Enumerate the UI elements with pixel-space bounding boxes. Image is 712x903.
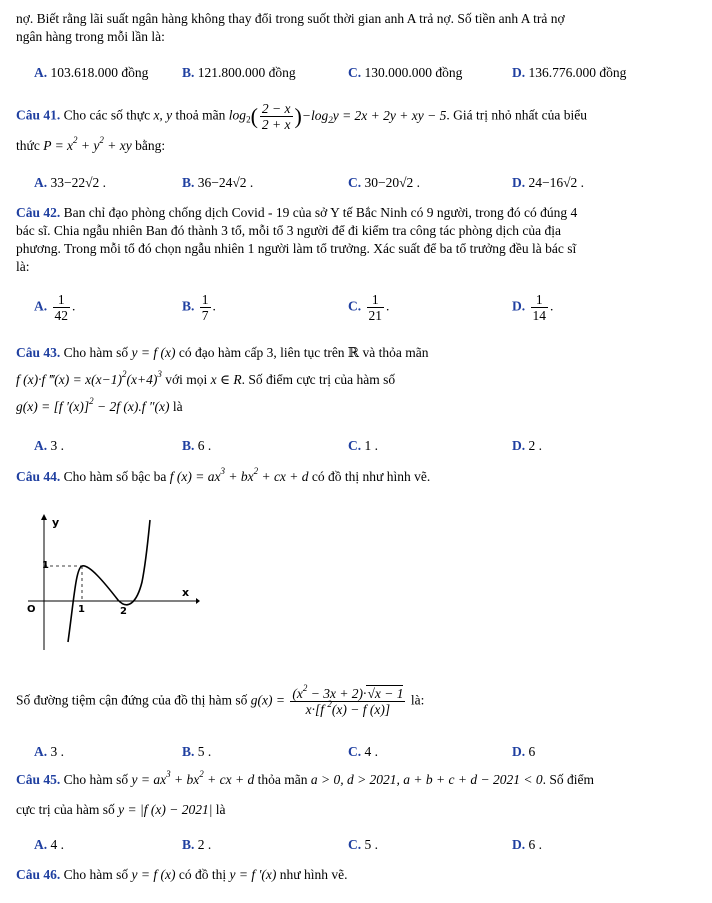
y-tick-1: 1 xyxy=(42,560,49,571)
q44-line-1: Câu 44. Cho hàm số bậc ba f $(x) = ax^3 + bx^2$ + cx + d có đồ thị như hình vẽ. xyxy=(16,466,431,484)
q44-line-2: Số đường tiệm cận đứng của đồ thị hàm số g(x) = $\frac{(x^2 - 3x + 2)\cdot√x - 1}{x\cdot[f ^2(x) - f (x)]}$ là: xyxy=(16,683,425,717)
q42-option-a: A. $\frac{1}{42}$ . xyxy=(34,292,76,323)
x-tick-1: 1 xyxy=(78,604,85,615)
q45-option-c: C. 5 . xyxy=(348,837,378,852)
q41-line-1: Câu 41. Cho các số thực x, y thoả mãn $\log_2$( $\frac{2 - x}{2 + x}$ )$-\log_2y = 2x + 2y$ + xy − 5. Giá trị nhỏ nhất của biểu xyxy=(16,101,587,132)
intro-option-a: A. 103.618.000 đồng xyxy=(34,65,149,80)
origin-label: O xyxy=(27,604,36,615)
q41-option-c: C. 30−20√2 . xyxy=(348,175,421,190)
q44-option-b: B. 5 . xyxy=(182,744,212,759)
intro-option-d: D. 136.776.000 đồng xyxy=(512,65,627,80)
cubic-graph xyxy=(24,512,200,652)
q42-line-3: phương. Trong mỗi tổ đó chọn ngẫu nhiên 1 người làm tổ trưởng. Xác suất để ba tổ trưởng đều là bác sĩ xyxy=(16,241,577,256)
intro-line-1: nợ. Biết rằng lãi suất ngân hàng không thay đổi trong suốt thời gian anh A trả nợ. Số tiền anh A trả nợ xyxy=(16,11,565,26)
q43-option-c: C. 1 . xyxy=(348,438,378,453)
y-axis-label: y xyxy=(52,516,60,529)
q43-line-3: g(x) = [f ′(x)]$^2$ − 2f (x).f ″(x) là xyxy=(16,396,183,414)
q41-option-a: A. 33−22√2 . xyxy=(34,175,107,190)
q44-option-d: D. 6 xyxy=(512,744,536,759)
q43-option-d: D. 2 . xyxy=(512,438,542,453)
x-tick-2: 2 xyxy=(120,606,127,617)
q41-option-b: B. 36−24√2 . xyxy=(182,175,254,190)
q42-option-d: D. $\frac{1}{14}$ . xyxy=(512,292,554,323)
q42-option-b: B. $\frac{1}{7}$ . xyxy=(182,292,216,323)
intro-option-b: B. 121.800.000 đồng xyxy=(182,65,296,80)
q45-option-b: B. 2 . xyxy=(182,837,212,852)
q45-line-2: cực trị của hàm số y = |f (x) − 2021| là xyxy=(16,802,226,817)
q41-line-2: thức $P = x^2 + y^2$ + xy bằng: xyxy=(16,135,166,153)
q42-line-4: là: xyxy=(16,259,30,274)
q42-line-2: bác sĩ. Chia ngẫu nhiên Ban đó thành 3 tổ, mỗi tổ 3 người để đi kiểm tra công tác phòng dịch của địa xyxy=(16,223,561,238)
q42-line-1: Câu 42. Ban chỉ đạo phòng chống dịch Covid - 19 của sở Y tế Bắc Ninh có 9 người, trong đó có đúng 4 xyxy=(16,205,578,220)
q44-option-c: C. 4 . xyxy=(348,744,378,759)
q41-option-d: D. 24−16√2 . xyxy=(512,175,585,190)
q45-line-1: Câu 45. Cho hàm số $y = ax^3 + bx^2$ + cx + d thỏa mãn a > 0, d > 2021, a + b + c + d − 2021 < 0. Số điểm xyxy=(16,769,594,787)
q43-line-2: f (x)·f ‴(x) = $x(x-1)^2(x+4)^3$ với mọi x ∈ R. Số điểm cực trị của hàm số xyxy=(16,369,396,387)
cubic-curve xyxy=(68,520,150,642)
q43-option-a: A. 3 . xyxy=(34,438,64,453)
x-axis-label: x xyxy=(182,586,190,599)
q43-option-b: B. 6 . xyxy=(182,438,212,453)
intro-option-c: C. 130.000.000 đồng xyxy=(348,65,463,80)
x-axis-arrow xyxy=(196,598,200,604)
q46-line-1: Câu 46. Cho hàm số y = f (x) có đồ thị y = f ′(x) như hình vẽ. xyxy=(16,867,348,882)
intro-line-2: ngân hàng trong mỗi lần là: xyxy=(16,29,165,44)
q45-option-d: D. 6 . xyxy=(512,837,542,852)
q41-label: Câu 41. xyxy=(16,107,61,123)
q45-option-a: A. 4 . xyxy=(34,837,64,852)
q43-line-1: Câu 43. Cho hàm số y = f (x) có đạo hàm cấp 3, liên tục trên ℝ và thỏa mãn xyxy=(16,345,429,360)
q42-option-c: C. $\frac{1}{21}$ . xyxy=(348,292,390,323)
q44-option-a: A. 3 . xyxy=(34,744,64,759)
y-axis-arrow xyxy=(41,514,47,520)
